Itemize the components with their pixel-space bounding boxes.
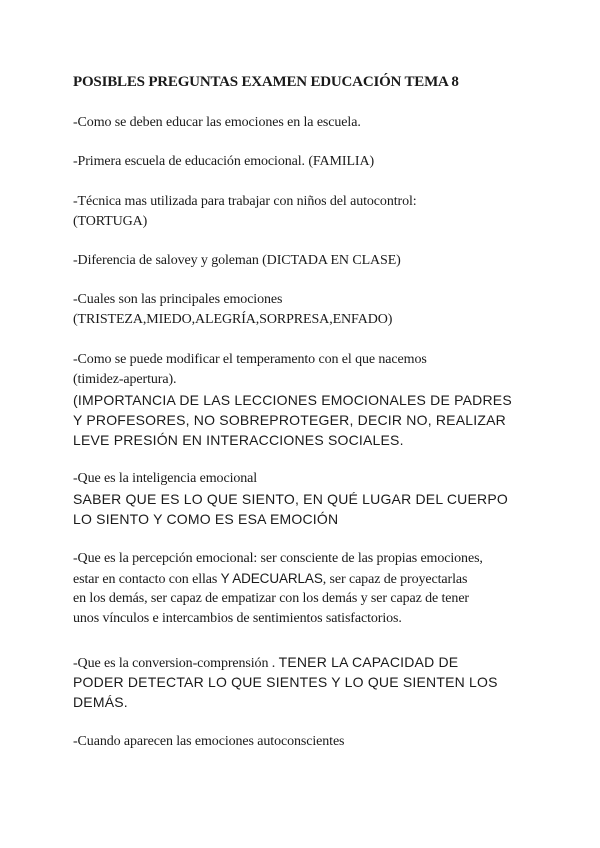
question-line: -Como se deben educar las emociones en la escuela.	[73, 115, 361, 130]
question-line: -Cuando aparecen las emociones autoconscientes	[73, 734, 345, 749]
answer-line: LEVE PRESIÓN EN INTERACCIONES SOCIALES.	[73, 432, 404, 448]
question-line: (timidez-apertura).	[73, 372, 177, 387]
question-percepcion-emocional	[73, 549, 543, 629]
question-line: -Técnica mas utilizada para trabajar con niños del autocontrol:	[73, 194, 417, 209]
question-line	[73, 652, 543, 672]
question-primera-escuela	[73, 152, 543, 172]
question-line: PODER DETECTAR LO QUE SIENTES Y LO QUE SIENTEN LOS	[73, 674, 498, 690]
question-temperamento	[73, 350, 543, 450]
question-line: en los demás, ser capaz de empatizar con los demás y ser capaz de tener	[73, 591, 469, 606]
question-line: estar en contacto con ellas Y ADECUARLAS, ser capaz de proyectarlas	[73, 571, 468, 587]
answer-line: (IMPORTANCIA DE LAS LECCIONES EMOCIONALES DE PADRES	[73, 392, 512, 408]
emphasis-text: Y ADECUARLAS	[220, 571, 323, 586]
question-line: (TORTUGA)	[73, 214, 148, 229]
answer-line: Y PROFESORES, NO SOBREPROTEGER, DECIR NO, REALIZAR	[73, 412, 506, 428]
question-line: -Diferencia de salovey y goleman (DICTADA EN CLASE)	[73, 253, 401, 268]
question-line: -Que es la percepción emocional: ser consciente de las propias emociones,	[73, 551, 483, 566]
question-principales-emociones	[73, 290, 543, 330]
answer-line: SABER QUE ES LO QUE SIENTO, EN QUÉ LUGAR DEL CUERPO	[73, 491, 508, 507]
answer-text: TENER LA CAPACIDAD DE	[278, 654, 459, 670]
question-tecnica-autocontrol	[73, 192, 543, 232]
question-inteligencia-emocional	[73, 469, 543, 529]
question-line: -Que es la inteligencia emocional	[73, 471, 258, 486]
question-line: DEMÁS.	[73, 694, 128, 710]
question-line: -Primera escuela de educación emocional. (FAMILIA)	[73, 154, 375, 169]
question-emociones-autoconscientes	[73, 732, 543, 752]
question-conversion-comprension	[73, 652, 543, 712]
document-title: POSIBLES PREGUNTAS EXAMEN EDUCACIÓN TEMA 8	[73, 74, 459, 90]
question-line: (TRISTEZA,MIEDO,ALEGRÍA,SORPRESA,ENFADO)	[73, 312, 393, 327]
question-educar-emociones	[73, 113, 543, 133]
answer-line: LO SIENTO Y COMO ES ESA EMOCIÓN	[73, 511, 339, 527]
question-line: -Cuales son las principales emociones	[73, 292, 283, 307]
question-salovey-goleman	[73, 251, 543, 271]
question-prefix: -Que es la conversion-comprensión .	[73, 656, 279, 671]
question-line: unos vínculos e intercambios de sentimientos satisfactorios.	[73, 611, 402, 626]
question-line: -Como se puede modificar el temperamento con el que nacemos	[73, 352, 427, 367]
